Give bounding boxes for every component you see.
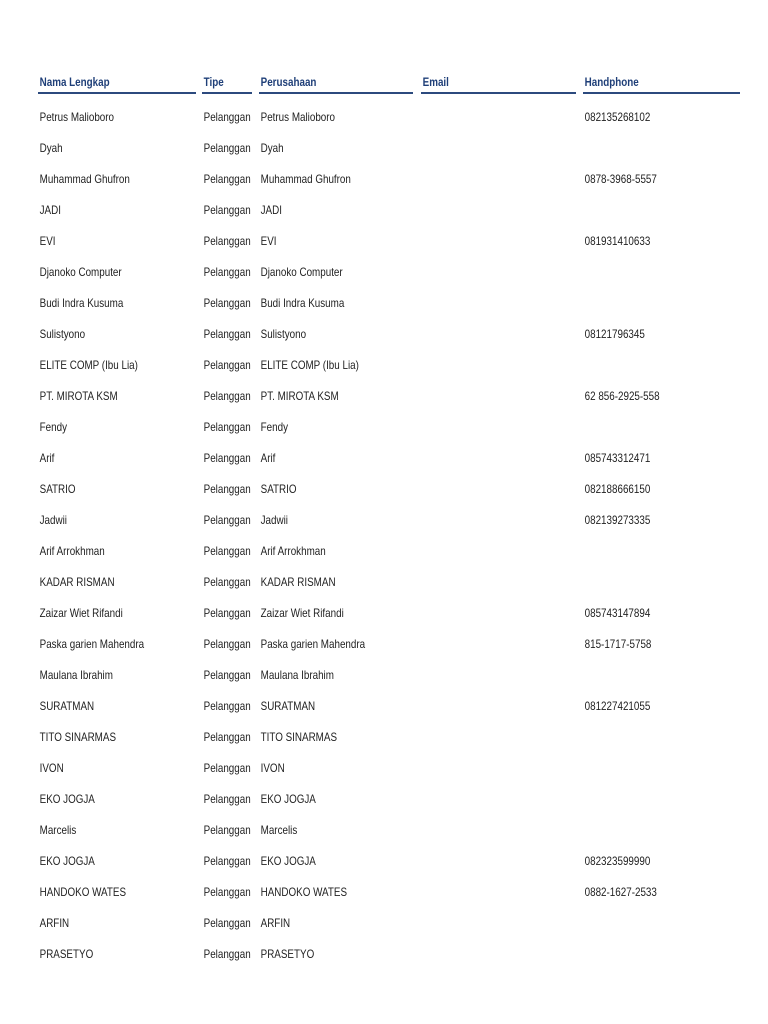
cell-perusahaan: ELITE COMP (Ibu Lia) bbox=[260, 358, 359, 372]
cell-handphone bbox=[583, 415, 740, 439]
cell-tipe: Pelanggan bbox=[203, 730, 251, 744]
cell-nama: Arif bbox=[39, 451, 55, 465]
cell-email bbox=[421, 694, 576, 718]
cell-handphone bbox=[583, 570, 740, 594]
cell-tipe: Pelanggan bbox=[203, 699, 251, 713]
cell-tipe: Pelanggan bbox=[203, 792, 251, 806]
cell-email bbox=[421, 725, 576, 749]
cell-perusahaan: Fendy bbox=[260, 420, 288, 434]
cell-nama: SURATMAN bbox=[39, 699, 95, 713]
cell-perusahaan: Arif Arrokhman bbox=[260, 544, 326, 558]
table-row bbox=[38, 136, 740, 167]
cell-nama: Arif Arrokhman bbox=[39, 544, 105, 558]
cell-tipe: Pelanggan bbox=[203, 513, 251, 527]
cell-perusahaan: Marcelis bbox=[260, 823, 298, 837]
cell-handphone bbox=[583, 353, 740, 377]
cell-email bbox=[421, 260, 576, 284]
table-row bbox=[38, 539, 740, 570]
cell-tipe: Pelanggan bbox=[203, 203, 251, 217]
cell-email bbox=[421, 539, 576, 563]
cell-perusahaan: TITO SINARMAS bbox=[260, 730, 338, 744]
table-row bbox=[38, 384, 740, 415]
cell-nama: Dyah bbox=[39, 141, 63, 155]
cell-tipe: Pelanggan bbox=[203, 296, 251, 310]
cell-tipe: Pelanggan bbox=[203, 885, 251, 899]
cell-nama: HANDOKO WATES bbox=[39, 885, 127, 899]
cell-tipe: Pelanggan bbox=[203, 606, 251, 620]
cell-email bbox=[421, 415, 576, 439]
cell-handphone: 0882-1627-2533 bbox=[584, 885, 657, 899]
cell-handphone bbox=[583, 787, 740, 811]
table-row bbox=[38, 663, 740, 694]
cell-perusahaan: Jadwii bbox=[260, 513, 288, 527]
cell-handphone: 081227421055 bbox=[584, 699, 651, 713]
table-row bbox=[38, 849, 740, 880]
cell-nama: Petrus Malioboro bbox=[39, 110, 115, 124]
cell-email bbox=[421, 849, 576, 873]
cell-email bbox=[421, 911, 576, 935]
cell-nama: Djanoko Computer bbox=[39, 265, 122, 279]
cell-tipe: Pelanggan bbox=[203, 947, 251, 961]
table-row bbox=[38, 260, 740, 291]
table-row bbox=[38, 880, 740, 911]
cell-email bbox=[421, 384, 576, 408]
cell-nama: SATRIO bbox=[39, 482, 76, 496]
cell-email bbox=[421, 601, 576, 625]
cell-perusahaan: Zaizar Wiet Rifandi bbox=[260, 606, 344, 620]
cell-handphone bbox=[583, 136, 740, 160]
cell-nama: JADI bbox=[39, 203, 61, 217]
cell-handphone bbox=[583, 725, 740, 749]
column-header-nama: Nama Lengkap bbox=[38, 72, 196, 94]
cell-nama: KADAR RISMAN bbox=[39, 575, 115, 589]
table-row bbox=[38, 632, 740, 663]
cell-tipe: Pelanggan bbox=[203, 141, 251, 155]
cell-perusahaan: JADI bbox=[260, 203, 282, 217]
table-row bbox=[38, 756, 740, 787]
cell-nama: ELITE COMP (Ibu Lia) bbox=[39, 358, 138, 372]
cell-handphone bbox=[583, 539, 740, 563]
cell-perusahaan: Budi Indra Kusuma bbox=[260, 296, 345, 310]
cell-handphone bbox=[583, 198, 740, 222]
table-row bbox=[38, 322, 740, 353]
cell-email bbox=[421, 322, 576, 346]
cell-email bbox=[421, 632, 576, 656]
cell-email bbox=[421, 756, 576, 780]
cell-tipe: Pelanggan bbox=[203, 265, 251, 279]
cell-handphone bbox=[583, 291, 740, 315]
cell-perusahaan: PT. MIROTA KSM bbox=[260, 389, 339, 403]
table-row bbox=[38, 601, 740, 632]
cell-email bbox=[421, 353, 576, 377]
cell-handphone: 62 856-2925-558 bbox=[584, 389, 660, 403]
cell-handphone: 082135268102 bbox=[584, 110, 651, 124]
table-row bbox=[38, 477, 740, 508]
column-header-tipe: Tipe bbox=[202, 72, 252, 94]
cell-handphone: 085743312471 bbox=[584, 451, 651, 465]
table-body bbox=[38, 105, 740, 973]
cell-handphone: 08121796345 bbox=[584, 327, 645, 341]
cell-handphone bbox=[583, 818, 740, 842]
cell-tipe: Pelanggan bbox=[203, 823, 251, 837]
table-row bbox=[38, 942, 740, 973]
cell-nama: PT. MIROTA KSM bbox=[39, 389, 118, 403]
cell-tipe: Pelanggan bbox=[203, 327, 251, 341]
cell-tipe: Pelanggan bbox=[203, 389, 251, 403]
cell-email bbox=[421, 446, 576, 470]
table-row bbox=[38, 229, 740, 260]
cell-nama: EVI bbox=[39, 234, 56, 248]
cell-perusahaan: EVI bbox=[260, 234, 277, 248]
cell-handphone: 082323599990 bbox=[584, 854, 651, 868]
cell-handphone: 085743147894 bbox=[584, 606, 651, 620]
cell-email bbox=[421, 508, 576, 532]
cell-handphone: 082139273335 bbox=[584, 513, 651, 527]
cell-email bbox=[421, 136, 576, 160]
cell-perusahaan: Sulistyono bbox=[260, 327, 307, 341]
cell-perusahaan: SATRIO bbox=[260, 482, 297, 496]
cell-perusahaan: Dyah bbox=[260, 141, 284, 155]
cell-tipe: Pelanggan bbox=[203, 482, 251, 496]
cell-tipe: Pelanggan bbox=[203, 544, 251, 558]
cell-tipe: Pelanggan bbox=[203, 451, 251, 465]
table-header bbox=[38, 72, 740, 94]
cell-handphone bbox=[583, 911, 740, 935]
cell-email bbox=[421, 880, 576, 904]
cell-nama: ARFIN bbox=[39, 916, 70, 930]
cell-nama: EKO JOGJA bbox=[39, 854, 95, 868]
column-header-email: Email bbox=[421, 72, 576, 94]
cell-nama: Paska garien Mahendra bbox=[39, 637, 145, 651]
table-row bbox=[38, 787, 740, 818]
table-row bbox=[38, 446, 740, 477]
cell-email bbox=[421, 105, 576, 129]
cell-tipe: Pelanggan bbox=[203, 854, 251, 868]
cell-tipe: Pelanggan bbox=[203, 575, 251, 589]
cell-handphone: 815-1717-5758 bbox=[584, 637, 652, 651]
cell-email bbox=[421, 198, 576, 222]
cell-nama: Muhammad Ghufron bbox=[39, 172, 130, 186]
table-row bbox=[38, 167, 740, 198]
cell-nama: IVON bbox=[39, 761, 64, 775]
cell-perusahaan: HANDOKO WATES bbox=[260, 885, 348, 899]
contact-table bbox=[38, 72, 740, 961]
cell-tipe: Pelanggan bbox=[203, 110, 251, 124]
cell-tipe: Pelanggan bbox=[203, 420, 251, 434]
cell-email bbox=[421, 291, 576, 315]
column-header-handphone: Handphone bbox=[583, 72, 740, 94]
cell-perusahaan: EKO JOGJA bbox=[260, 854, 316, 868]
cell-handphone bbox=[583, 942, 740, 966]
table-row bbox=[38, 291, 740, 322]
cell-tipe: Pelanggan bbox=[203, 916, 251, 930]
table-row bbox=[38, 694, 740, 725]
table-row bbox=[38, 353, 740, 384]
cell-email bbox=[421, 818, 576, 842]
cell-handphone bbox=[583, 663, 740, 687]
cell-perusahaan: KADAR RISMAN bbox=[260, 575, 336, 589]
cell-perusahaan: IVON bbox=[260, 761, 285, 775]
cell-perusahaan: Arif bbox=[260, 451, 276, 465]
cell-nama: PRASETYO bbox=[39, 947, 94, 961]
cell-nama: EKO JOGJA bbox=[39, 792, 95, 806]
cell-tipe: Pelanggan bbox=[203, 358, 251, 372]
cell-nama: Zaizar Wiet Rifandi bbox=[39, 606, 123, 620]
cell-email bbox=[421, 570, 576, 594]
table-row bbox=[38, 570, 740, 601]
cell-nama: TITO SINARMAS bbox=[39, 730, 117, 744]
cell-nama: Marcelis bbox=[39, 823, 77, 837]
cell-email bbox=[421, 942, 576, 966]
cell-nama: Fendy bbox=[39, 420, 67, 434]
cell-nama: Sulistyono bbox=[39, 327, 86, 341]
cell-handphone: 082188666150 bbox=[584, 482, 651, 496]
cell-perusahaan: Paska garien Mahendra bbox=[260, 637, 366, 651]
table-row bbox=[38, 911, 740, 942]
cell-perusahaan: Petrus Malioboro bbox=[260, 110, 336, 124]
cell-email bbox=[421, 229, 576, 253]
cell-email bbox=[421, 787, 576, 811]
cell-email bbox=[421, 477, 576, 501]
cell-handphone bbox=[583, 756, 740, 780]
cell-perusahaan: Maulana Ibrahim bbox=[260, 668, 334, 682]
cell-tipe: Pelanggan bbox=[203, 637, 251, 651]
table-row bbox=[38, 725, 740, 756]
cell-nama: Jadwii bbox=[39, 513, 67, 527]
cell-perusahaan: EKO JOGJA bbox=[260, 792, 316, 806]
cell-perusahaan: Muhammad Ghufron bbox=[260, 172, 351, 186]
cell-perusahaan: SURATMAN bbox=[260, 699, 316, 713]
cell-tipe: Pelanggan bbox=[203, 761, 251, 775]
table-row bbox=[38, 415, 740, 446]
cell-tipe: Pelanggan bbox=[203, 668, 251, 682]
cell-handphone bbox=[583, 260, 740, 284]
table-row bbox=[38, 105, 740, 136]
table-row bbox=[38, 198, 740, 229]
cell-email bbox=[421, 663, 576, 687]
cell-handphone: 0878-3968-5557 bbox=[584, 172, 657, 186]
table-row bbox=[38, 818, 740, 849]
cell-nama: Budi Indra Kusuma bbox=[39, 296, 124, 310]
column-header-perusahaan: Perusahaan bbox=[259, 72, 413, 94]
cell-perusahaan: Djanoko Computer bbox=[260, 265, 343, 279]
cell-perusahaan: ARFIN bbox=[260, 916, 291, 930]
cell-perusahaan: PRASETYO bbox=[260, 947, 315, 961]
cell-email bbox=[421, 167, 576, 191]
cell-nama: Maulana Ibrahim bbox=[39, 668, 113, 682]
cell-handphone: 081931410633 bbox=[584, 234, 651, 248]
cell-tipe: Pelanggan bbox=[203, 172, 251, 186]
cell-tipe: Pelanggan bbox=[203, 234, 251, 248]
table-row bbox=[38, 508, 740, 539]
